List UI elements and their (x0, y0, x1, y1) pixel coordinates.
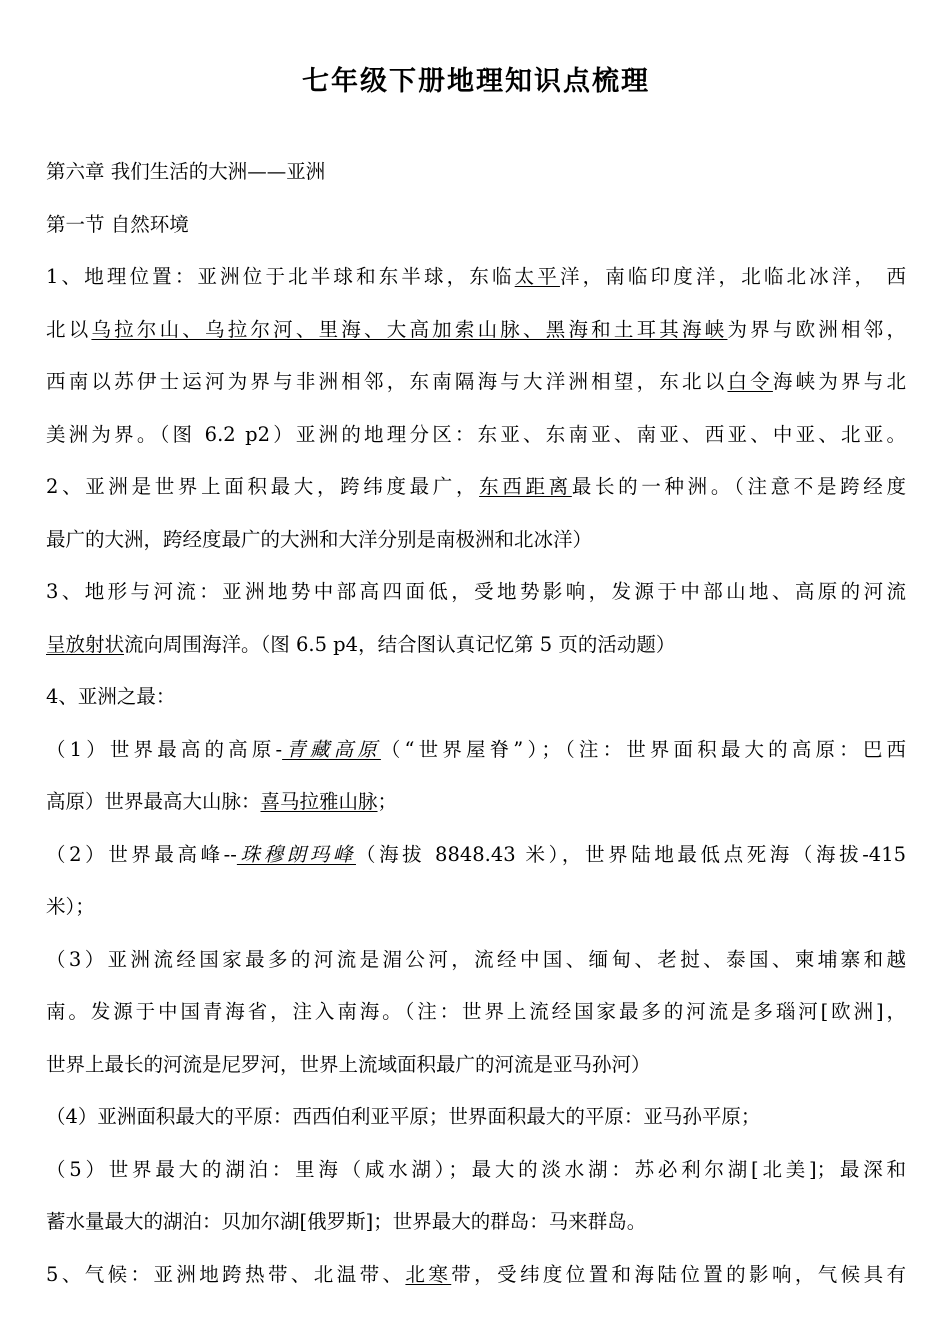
text-line (46, 356, 906, 409)
underlined-term: 白令 (727, 370, 773, 393)
text-run: 为界与欧洲相邻， (727, 317, 906, 341)
text-line (46, 986, 906, 1039)
text-line (46, 409, 906, 462)
text-run: （1）世界最高的高原- (46, 737, 283, 761)
document-title: 七年级下册地理知识点梳理 (302, 66, 650, 97)
text-line (46, 1196, 906, 1249)
text-run: 流向周围海洋。（图 6.5 p4，结合图认真记忆第 5 页的活动题） (124, 632, 676, 656)
text-run: 2、亚洲是世界上面积最大，跨纬度最广， (46, 475, 480, 498)
section-heading: 第一节 自然环境 (46, 212, 189, 236)
text-line (46, 566, 906, 619)
text-run: 最长的一种洲。（注意不是跨经度 (571, 475, 906, 498)
text-line (46, 304, 906, 357)
underlined-term: 呈放射状 (46, 632, 125, 656)
text-line (46, 461, 906, 514)
text-line (46, 881, 906, 934)
text-line (46, 1039, 906, 1092)
text-run: 3、地形与河流：亚洲地势中部高四面低，受地势影响，发源于中部山地、高原的河流 (46, 580, 906, 603)
text-line (46, 776, 906, 829)
chapter-heading: 第六章 我们生活的大洲——亚洲 (46, 160, 326, 183)
underlined-term: 乌拉尔山、乌拉尔河、里海、大高加索山脉、黑海和土耳其海峡 (91, 317, 728, 341)
text-run: 美洲为界。（图 6.2 p2）亚洲的地理分区：东亚、东南亚、南亚、西亚、中亚、北亚。 (46, 422, 906, 446)
text-run: ； (377, 790, 398, 813)
emphasized-term: 珠穆朗玛峰 (236, 842, 356, 866)
text-line (46, 671, 906, 724)
text-line (46, 1091, 906, 1144)
text-run: 带，受纬度位置和海陆位置的影响，气候具有 (451, 1262, 906, 1286)
underlined-term: 东西距离 (479, 475, 572, 498)
text-run: （海拔 8848.43 米），世界陆地最低点死海（海拔-415 (355, 842, 907, 866)
text-run: 世界上最长的河流是尼罗河，世界上流域面积最广的河流是亚马孙河） (46, 1052, 651, 1076)
text-run: 蓄水量最大的湖泊：贝加尔湖[俄罗斯]；世界最大的群岛：马来群岛。 (46, 1210, 647, 1233)
body-text (46, 251, 906, 1301)
text-line (46, 724, 906, 777)
text-run: （4）亚洲面积最大的平原：西西伯利亚平原；世界面积最大的平原：亚马孙平原； (46, 1105, 761, 1128)
text-line (46, 1249, 906, 1302)
emphasized-term: 青藏高原 (282, 737, 381, 761)
text-line (46, 829, 906, 882)
text-line (46, 251, 906, 304)
text-run: 南。发源于中国青海省，注入南海。（注：世界上流经国家最多的河流是多瑙河[欧洲]， (46, 1000, 906, 1023)
text-run: 海峡为界与北 (772, 370, 906, 393)
text-run: 西南以苏伊士运河为界与非洲相邻，东南隔海与大洋洲相望，东北以 (46, 370, 728, 393)
text-run: 1、地理位置：亚洲位于北半球和东半球，东临 (46, 265, 515, 288)
text-run: （5）世界最大的湖泊：里海（咸水湖）；最大的淡水湖：苏必利尔湖[北美]；最深和 (46, 1157, 906, 1181)
underlined-term: 喜马拉雅山脉 (260, 790, 378, 813)
text-run: 5、气候：亚洲地跨热带、北温带、 (46, 1262, 406, 1286)
underlined-term: 太平 (514, 265, 560, 288)
text-run: （3）亚洲流经国家最多的河流是湄公河，流经中国、缅甸、老挝、泰国、柬埔寨和越 (46, 947, 906, 971)
text-line (46, 934, 906, 987)
text-run: 最广的大洲，跨经度最广的大洲和大洋分别是南极洲和北冰洋） (46, 527, 593, 551)
text-line (46, 619, 906, 672)
text-line (46, 514, 906, 567)
text-run: 北以 (46, 317, 92, 341)
text-run: 洋，南临印度洋，北临北冰洋， 西 (559, 265, 906, 288)
text-run: 高原）世界最高大山脉： (46, 790, 261, 813)
text-run: 4、亚洲之最： (46, 685, 176, 708)
text-run: 米）； (46, 895, 95, 918)
text-run: （2）世界最高峰-- (46, 842, 237, 866)
text-line (46, 1144, 906, 1197)
underlined-term: 北寒 (405, 1262, 452, 1286)
text-run: （“世界屋脊”）；（注：世界面积最大的高原：巴西 (380, 737, 906, 761)
